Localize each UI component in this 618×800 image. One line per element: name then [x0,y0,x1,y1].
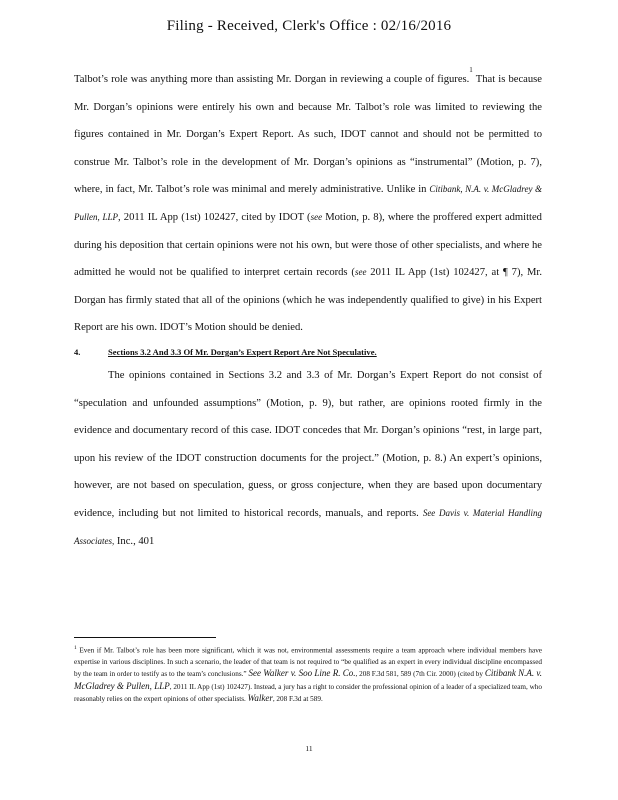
paragraph-opinions [74,362,542,555]
footnote [74,643,542,705]
section-heading [74,342,542,362]
paragraph2-text-b: Inc., 401 [114,535,155,547]
footnote-reference: 1 [469,66,473,74]
footnote-text-b: , 208 F.3d 581, 589 (7th Cir. 2000) (cited by [355,670,485,679]
page-number: 11 [305,744,313,753]
signal-see: see [310,211,323,222]
paragraph1-text-a: Talbot’s role was anything more than assisting Mr. Dorgan in reviewing a couple of figures. [74,74,470,85]
filing-header: Filing - Received, Clerk's Office : 02/16/2016 [166,18,452,34]
case-citation-citibank: Citibank N.A. v. McGladrey & Pullen, LLP [74,668,543,691]
paragraph1-text-d: Motion, p. 8), where the proffered expert admitted during his deposition that certain opinions were not his own, but were those of other specialists, and where he admitted he would not be qualified to interpret certain records ( [74,211,542,279]
case-citation-citibank: Citibank, N.A. v. McGladrey & Pullen, LLP [74,184,542,222]
paragraph1-text-e: 2011 IL App (1st) 102427, at ¶ 7), Mr. Dorgan has firmly stated that all of the opinions (which he was independently qualified to give) in his Expert Report are his own. IDOT’s Motion should be denied. [74,267,542,334]
footnote-text-d: , 208 F.3d at 589. [272,695,323,704]
paragraph1-text-c: , 2011 IL App (1st) 102427, cited by IDOT ( [118,211,311,223]
case-citation-walker: See Walker v. Soo Line R. Co. [248,668,356,679]
document-body [74,66,542,555]
footnote-number: 1 [74,645,77,651]
footnote-text-c: , 2011 IL App (1st) 102427). Instead, a jury has a right to consider the professional opinion of a leader of a specialized team, who reasonably relies on the expert opinions of other specialists. [74,682,542,704]
section-number: 4. [74,346,81,357]
case-citation-davis: See Davis v. Material Handling Associates, [74,507,543,546]
footnote-text-a: Even if Mr. Talbot’s role has been more significant, which it was not, environmental assessments require a team approach where individual members have expertise in various disciplines. In such a scenario, the leader of that team is not required to “be qualified as an expert in every individual discipline encompassed by the team in order to testify as to the team’s conclusions.” [74,646,542,679]
section-title: Sections 3.2 And 3.3 Of Mr. Dorgan’s Expert Report Are Not Speculative. [108,346,377,357]
paragraph-talbot-role [74,66,542,342]
paragraph1-text-b: That is because Mr. Dorgan’s opinions were entirely his own and because Mr. Talbot’s role was limited to reviewing the figures contained in Mr. Dorgan’s Expert Report. As such, IDOT cannot and should not be permitted to construe Mr. Talbot’s role in the development of Mr. Dorgan’s opinions as “instrumental” (Motion, p. 7), where, in fact, Mr. Talbot’s role was minimal and merely administrative. Unlike in [74,74,542,196]
signal-see: see [354,267,367,278]
case-citation-walker-short: Walker [247,693,273,704]
paragraph2-text-a: The opinions contained in Sections 3.2 and 3.3 of Mr. Dorgan’s Expert Report do not consist of “speculation and unfounded assumptions” (Motion, p. 9), but rather, are opinions rooted firmly in the evidence and documentary record of this case. IDOT concedes that Mr. Dorgan’s opinions “rest, in large part, upon his review of the IDOT construction documents for the project.” (Motion, p. 8.) An expert’s opinions, however, are not based on speculation, guess, or gross conjecture, when they are based upon documentary evidence, including but not limited to historical records, manuals, and reports. [74,369,542,519]
footnote-divider [74,637,216,638]
